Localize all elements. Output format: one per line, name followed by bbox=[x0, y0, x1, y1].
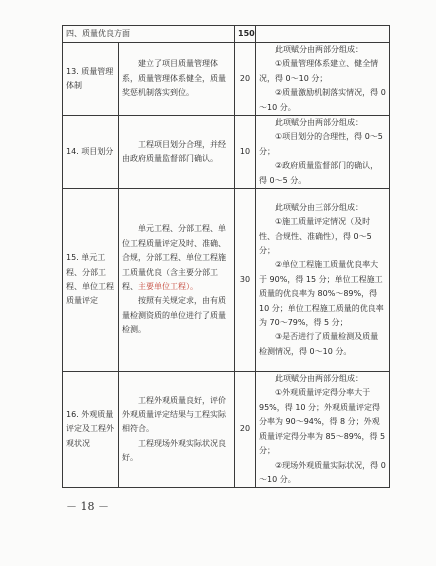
criteria-text: ①外观质量评定得分率大于 95%，得 10 分；外观质量评定得分率为 90～94%，得 8 分；外观质量评定得分率为 85～89%，得 5 分； bbox=[259, 388, 386, 456]
criteria-text: 此项赋分由两部分组成： bbox=[275, 45, 363, 54]
scoring-table bbox=[62, 25, 390, 488]
table-row bbox=[63, 189, 390, 372]
table-row bbox=[63, 43, 390, 116]
section-header-blank bbox=[256, 26, 390, 43]
item-name: 13. 质量管理体制 bbox=[63, 43, 119, 116]
criteria-text: ②单位工程施工质量优良率大于 90%，得 15 分；单位工程施工质量的优良率为 80%～89%，得 10 分；单位工程施工质量的优良率为 70～79%，得 5 分； bbox=[259, 260, 384, 328]
basis-text bbox=[122, 222, 231, 294]
basis-text-part: 单元工程、分部工程、单位工程质量评定及时、准确、合规，分部工程、单位工程施工质量优良（含主要分部工程、 bbox=[122, 224, 226, 292]
item-name: 16. 外观质量评定及工程外观状况 bbox=[63, 372, 119, 488]
criteria-text: ②质量激励机制落实情况，得 0～10 分。 bbox=[259, 88, 386, 112]
section-header-row bbox=[63, 26, 390, 43]
item-points: 20 bbox=[235, 43, 256, 116]
criteria-text: ②现场外观质量实际状况，得 0～10 分。 bbox=[259, 460, 386, 484]
table-row bbox=[63, 116, 390, 189]
criteria-text: 此项赋分由两部分组成： bbox=[275, 374, 363, 384]
basis-text-highlight: 主要单位工程）。 bbox=[138, 282, 198, 292]
item-points: 30 bbox=[235, 189, 256, 372]
criteria-text: ③是否进行了质量检测及质量检测情况，得 0～10 分。 bbox=[259, 332, 379, 356]
criteria-text: 此项赋分由两部分组成： bbox=[275, 118, 363, 128]
item-basis bbox=[119, 116, 235, 189]
criteria-text: ①项目划分的合理性，得 0～5 分； bbox=[259, 132, 383, 156]
item-points: 20 bbox=[235, 372, 256, 488]
item-criteria bbox=[256, 116, 390, 189]
criteria-text: ①质量管理体系建立、健全情况，得 0～10 分； bbox=[259, 59, 379, 83]
basis-text: 工程项目划分合理，并经由政府质量监督部门确认。 bbox=[122, 139, 226, 164]
section-total-points: 150 bbox=[235, 26, 256, 43]
basis-text: 按照有关规定求，由有质量检测资质的单位进行了质量检测。 bbox=[122, 296, 226, 335]
criteria-text: 此项赋分由三部分组成： bbox=[275, 202, 363, 212]
basis-text: 工程外观质量良好，评价外观质量评定结果与工程实际相符合。 bbox=[122, 395, 226, 434]
section-title: 四、质量优良方面 bbox=[63, 26, 235, 43]
item-criteria bbox=[256, 372, 390, 488]
item-basis bbox=[119, 43, 235, 116]
criteria-text: ②政府质量监督部门的确认，得 0～5 分。 bbox=[259, 161, 379, 185]
table-row bbox=[63, 372, 390, 488]
item-points: 10 bbox=[235, 116, 256, 189]
item-basis bbox=[119, 372, 235, 488]
basis-text: 工程现场外观实际状况良好。 bbox=[122, 438, 226, 463]
item-criteria bbox=[256, 189, 390, 372]
item-name: 15. 单元工程、分部工程、单位工程质量评定 bbox=[63, 189, 119, 372]
item-basis bbox=[119, 189, 235, 372]
item-criteria bbox=[256, 43, 390, 116]
criteria-text: ①施工质量评定情况（及时性、合规性、准确性），得 0～5 分； bbox=[259, 217, 372, 256]
basis-text: 建立了项目质量管理体系，质量管理体系健全，质量奖惩机制落实到位。 bbox=[122, 59, 226, 98]
item-name: 14. 项目划分 bbox=[63, 116, 119, 189]
page-number: － 18 － bbox=[66, 500, 109, 513]
